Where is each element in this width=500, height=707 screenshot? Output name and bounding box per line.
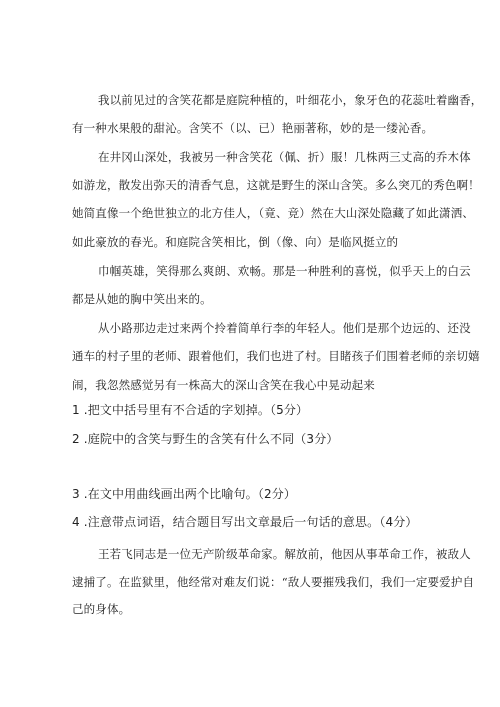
text-line: 她简直像一个绝世独立的北方佳人，（竟、竞）然在大山深处隐藏了如此潇洒、 (72, 206, 474, 220)
text-line: 在井冈山深处，我被另一种含笑花（佩、折）服！几株两三丈高的乔木体 (98, 150, 471, 164)
text-line: 从小路那边走过来两个拎着简单行李的年轻人。他们是那个边远的、还没 (98, 321, 471, 335)
passage-2-line-3 (72, 603, 450, 616)
text-line: 有一种水果般的甜沁。含笑不（以、已）艳丽著称，妙的是一缕沁香。 (72, 121, 434, 135)
paragraph-3-line-2 (72, 293, 450, 306)
text-line: 如此豪放的春光。和庭院含笑相比，倒（像、向）是临风挺立的 (72, 235, 399, 249)
paragraph-2-line-2 (72, 178, 480, 192)
question-3 (72, 488, 450, 501)
paragraph-4-line-2 (72, 349, 480, 363)
question-text: 1 .把文中括号里有不合适的字划掉。（5分） (72, 403, 309, 417)
question-text: 3 .在文中用曲线画出两个比喻句。（2分） (72, 487, 297, 501)
paragraph-2-line-4 (72, 236, 450, 249)
text-line: 己的身体。 (72, 602, 131, 616)
paragraph-2-line-3 (72, 206, 474, 220)
text-line: 都是从她的胸中笑出来的。 (72, 292, 212, 306)
text-line: 我以前见过的含笑花都是庭院种植的，叶细花小，象牙色的花蕊吐着幽香， (98, 93, 483, 107)
paragraph-2 (72, 150, 471, 164)
text-line: 闹，我忽然感觉另有一株高大的深山含笑在我心中晃动起来 (72, 378, 375, 392)
text-line: 如游龙，散发出弥天的清香气息，这就是野生的深山含笑。多么突兀的秀色啊！ (72, 178, 480, 192)
paragraph-3 (72, 264, 471, 278)
text-line: 通车的村子里的老师、跟着他们，我们也进了村。目睹孩子们围着老师的亲切嬉 (72, 349, 480, 363)
paragraph-1 (72, 93, 483, 107)
question-text: 4 .注意带点词语，结合题目写出文章最后一句话的意思。（4分） (72, 515, 418, 529)
passage-2-line-2 (72, 575, 475, 589)
question-2 (72, 433, 450, 446)
paragraph-1-cont (72, 122, 450, 135)
text-line: 逮捕了。在监狱里，他经常对难友们说：“敌人要摧残我们，我们一定要爱护自 (72, 575, 475, 589)
text-line: 王若飞同志是一位无产阶级革命家。解放前，他因从事革命工作，被敌人 (98, 547, 471, 561)
paragraph-4 (72, 321, 471, 335)
paragraph-4-line-3 (72, 379, 450, 392)
question-1 (72, 404, 450, 417)
passage-2-paragraph (72, 547, 471, 561)
text-line: 巾帼英雄，笑得那么爽朗、欢畅。那是一种胜利的喜悦，似乎天上的白云 (98, 264, 471, 278)
question-4 (72, 516, 450, 529)
question-text: 2 .庭院中的含笑与野生的含笑有什么不同（3分） (72, 432, 339, 446)
